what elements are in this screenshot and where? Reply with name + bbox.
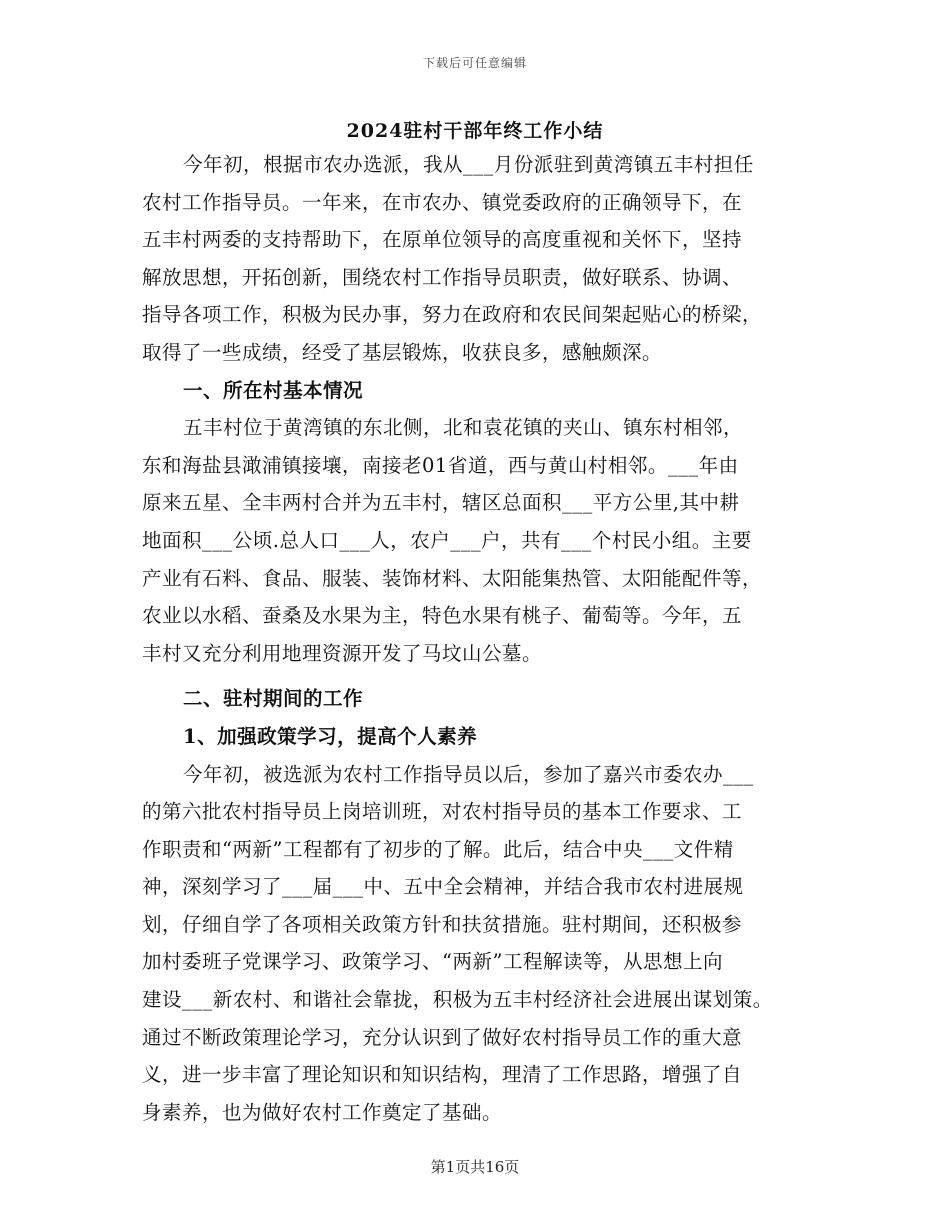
paragraph-line: 加村委班子党课学习、政策学习、“两新”工程解读等，从思想上向: [142, 950, 723, 974]
paragraph-line: 地面积___公顷.总人口___人，农户___户，共有___个村民小组。主要: [142, 528, 752, 552]
paragraph-line: 神，深刻学习了___届___中、五中全会精神，并结合我市农村进展规: [142, 875, 744, 899]
paragraph-line: 东和海盐县澉浦镇接壤，南接老01省道，西与黄山村相邻。___年由: [142, 453, 739, 477]
paragraph-line: 解放思想，开拓创新，围绕农村工作指导员职责，做好联系、协调、: [142, 265, 743, 289]
page-footer: 第1页共16页: [430, 1158, 520, 1176]
spacer: [142, 672, 822, 680]
paragraph-line: 划，仔细自学了各项相关政策方针和扶贫措施。驻村期间，还积极参: [142, 912, 743, 936]
paragraph-line: 农村工作指导员。一年来，在市农办、镇党委政府的正确领导下，在: [142, 190, 743, 214]
paragraph-line: 五丰村位于黄湾镇的东北侧，北和袁花镇的夹山、镇东村相邻，: [183, 416, 744, 440]
paragraph-line: 产业有石料、食品、服装、装饰材料、太阳能集热管、太阳能配件等，: [142, 566, 763, 590]
header-note: 下载后可任意编辑: [422, 56, 527, 70]
paragraph-line: 身素养，也为做好农村工作奠定了基础。: [142, 1100, 503, 1124]
paragraph-line: 取得了一些成绩，经受了基层锻炼，收获良多，感触颇深。: [142, 340, 663, 364]
paragraph-line: 义，进一步丰富了理论知识和知识结构，理清了工作思路，增强了自: [142, 1063, 743, 1087]
paragraph-line: 丰村又充分利用地理资源开发了马坟山公墓。: [142, 641, 543, 665]
paragraph-line: 指导各项工作，积极为民办事，努力在政府和农民间架起贴心的桥梁，: [142, 303, 763, 327]
paragraph-line: 建设___新农村、和谐社会靠拢，积极为五丰村经济社会进展出谋划策。: [142, 988, 773, 1012]
document-title: 2024驻村干部年终工作小结: [346, 120, 604, 142]
paragraph-line: 通过不断政策理论学习，充分认识到了做好农村指导员工作的重大意: [142, 1025, 743, 1049]
paragraph-line: 作职责和“两新”工程都有了初步的了解。此后，结合中央___文件精: [142, 837, 734, 861]
section-heading: 二、驻村期间的工作: [183, 687, 364, 711]
subsection-heading: 1、加强政策学习，提高个人素养: [183, 724, 478, 748]
section-heading: 一、所在村基本情况: [183, 378, 364, 402]
paragraph-line: 农业以水稻、蚕桑及水果为主，特色水果有桃子、葡萄等。今年，五: [142, 604, 743, 628]
paragraph-line: 的第六批农村指导员上岗培训班，对农村指导员的基本工作要求、工: [142, 800, 743, 824]
paragraph-line: 五丰村两委的支持帮助下，在原单位领导的高度重视和关怀下，坚持: [142, 228, 743, 252]
paragraph-line: 今年初，根据市农办选派，我从___月份派驻到黄湾镇五丰村担任: [183, 153, 754, 176]
paragraph-line: 今年初，被选派为农村工作指导员以后，参加了嘉兴市委农办___: [183, 762, 754, 786]
paragraph-line: 原来五星、全丰两村合并为五丰村，辖区总面积___平方公里,其中耕: [142, 491, 740, 515]
document-body: [142, 146, 822, 1131]
